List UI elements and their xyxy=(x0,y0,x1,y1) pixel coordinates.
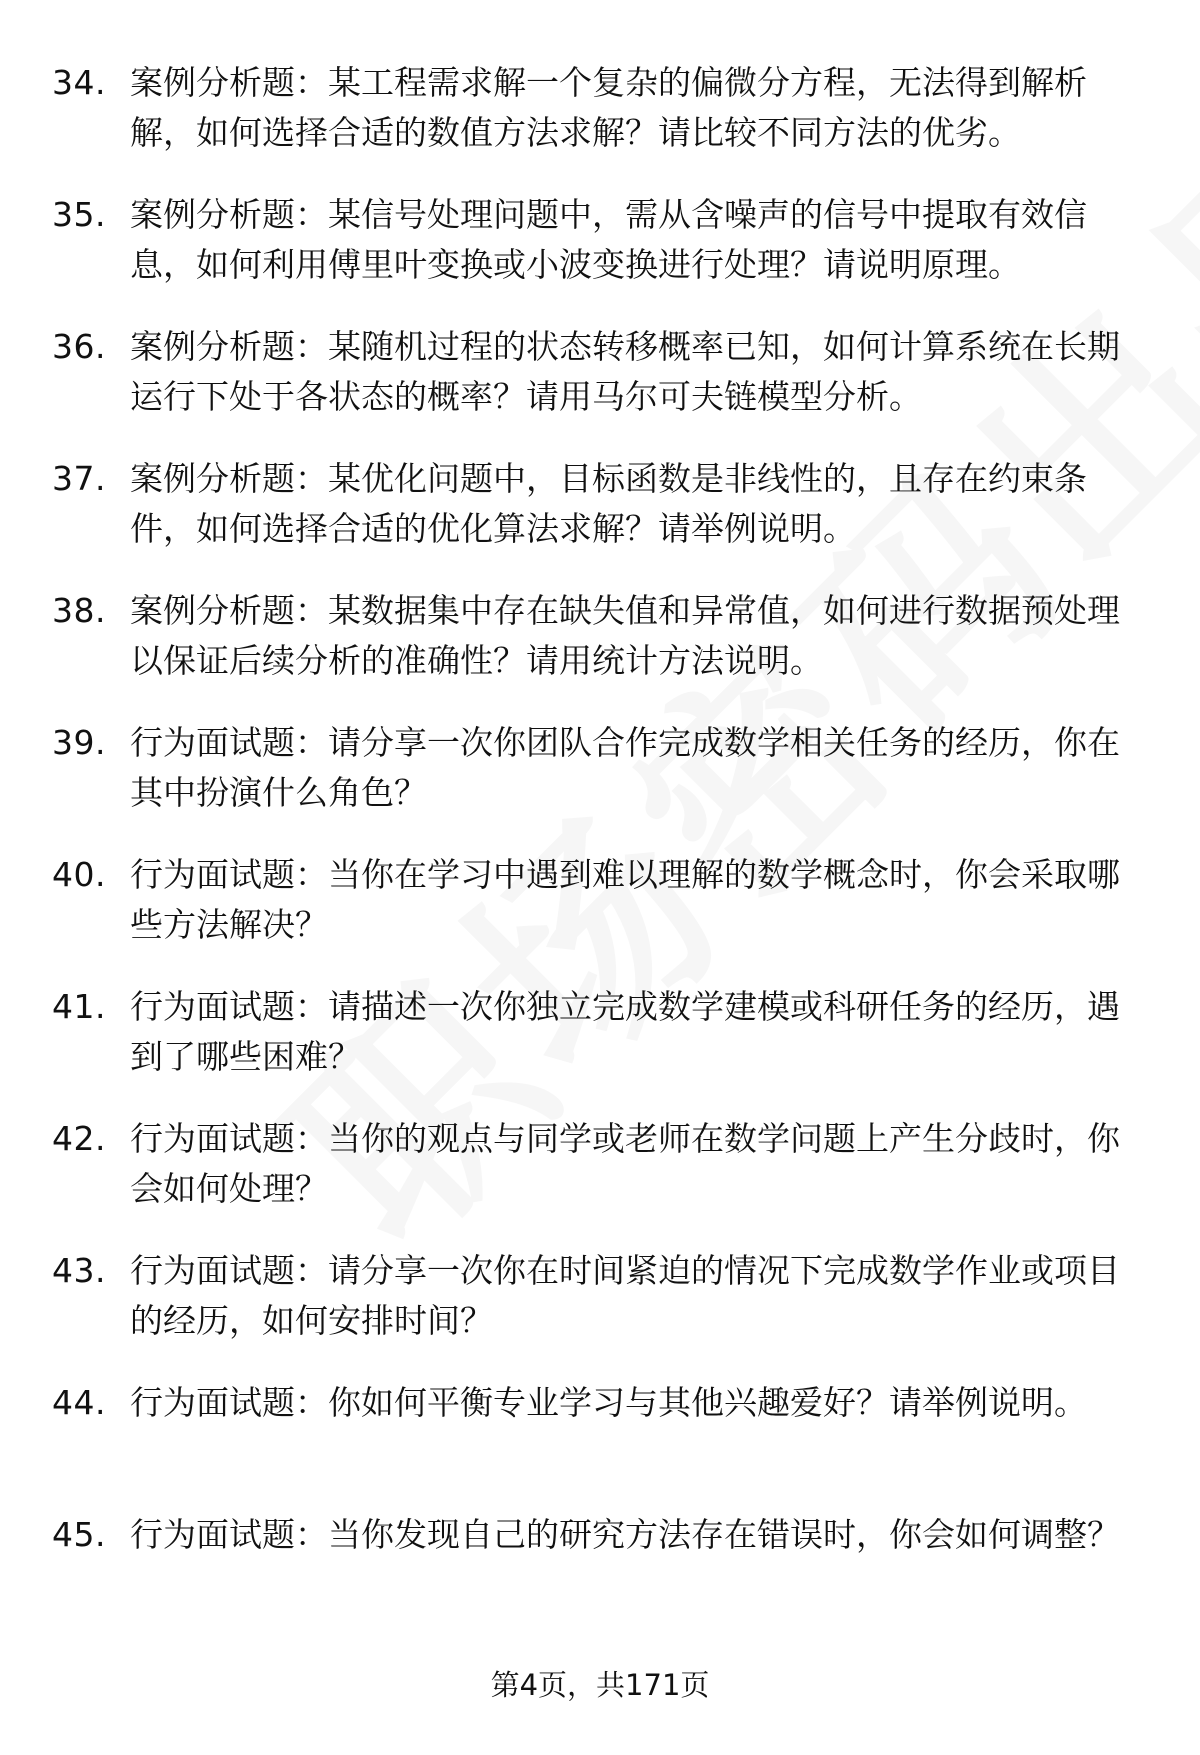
question-text: 行为面试题：当你发现自己的研究方法存在错误时，你会如何调整？ xyxy=(130,1515,1120,1554)
question-list xyxy=(52,58,1152,1642)
question-text: 行为面试题：请分享一次你团队合作完成数学相关任务的经历，你在其中扮演什么角色？ xyxy=(130,723,1120,812)
question-item xyxy=(52,1378,1152,1510)
question-number: 34. xyxy=(52,63,106,102)
question-item xyxy=(52,1114,1152,1246)
question-text: 行为面试题：你如何平衡专业学习与其他兴趣爱好？请举例说明。 xyxy=(130,1383,1087,1422)
question-item xyxy=(52,718,1152,850)
question-number: 42. xyxy=(52,1119,106,1158)
question-item xyxy=(52,1510,1152,1642)
question-text: 案例分析题：某优化问题中，目标函数是非线性的，且存在约束条件，如何选择合适的优化算法求解？请举例说明。 xyxy=(130,459,1087,548)
question-item xyxy=(52,850,1152,982)
question-text: 案例分析题：某工程需求解一个复杂的偏微分方程，无法得到解析解，如何选择合适的数值方法求解？请比较不同方法的优劣。 xyxy=(130,63,1087,152)
page-footer: 第4页，共171页 xyxy=(490,1668,710,1702)
question-number: 45. xyxy=(52,1515,106,1554)
question-number: 35. xyxy=(52,195,106,234)
question-number: 36. xyxy=(52,327,106,366)
question-number: 41. xyxy=(52,987,106,1026)
question-number: 44. xyxy=(52,1383,106,1422)
question-number: 37. xyxy=(52,459,106,498)
question-number: 40. xyxy=(52,855,106,894)
question-item xyxy=(52,586,1152,718)
question-item xyxy=(52,58,1152,190)
question-number: 39. xyxy=(52,723,106,762)
question-text: 行为面试题：当你在学习中遇到难以理解的数学概念时，你会采取哪些方法解决？ xyxy=(130,855,1120,944)
question-text: 案例分析题：某随机过程的状态转移概率已知，如何计算系统在长期运行下处于各状态的概率？请用马尔可夫链模型分析。 xyxy=(130,327,1120,416)
question-text: 案例分析题：某信号处理问题中，需从含噪声的信号中提取有效信息，如何利用傅里叶变换或小波变换进行处理？请说明原理。 xyxy=(130,195,1087,284)
question-number: 38. xyxy=(52,591,106,630)
question-text: 行为面试题：当你的观点与同学或老师在数学问题上产生分歧时，你会如何处理？ xyxy=(130,1119,1120,1208)
question-text: 行为面试题：请描述一次你独立完成数学建模或科研任务的经历，遇到了哪些困难？ xyxy=(130,987,1120,1076)
question-item xyxy=(52,982,1152,1114)
question-item xyxy=(52,454,1152,586)
question-text: 案例分析题：某数据集中存在缺失值和异常值，如何进行数据预处理以保证后续分析的准确性？请用统计方法说明。 xyxy=(130,591,1120,680)
question-item xyxy=(52,190,1152,322)
question-number: 43. xyxy=(52,1251,106,1290)
question-item xyxy=(52,1246,1152,1378)
question-text: 行为面试题：请分享一次你在时间紧迫的情况下完成数学作业或项目的经历，如何安排时间？ xyxy=(130,1251,1120,1340)
question-item xyxy=(52,322,1152,454)
